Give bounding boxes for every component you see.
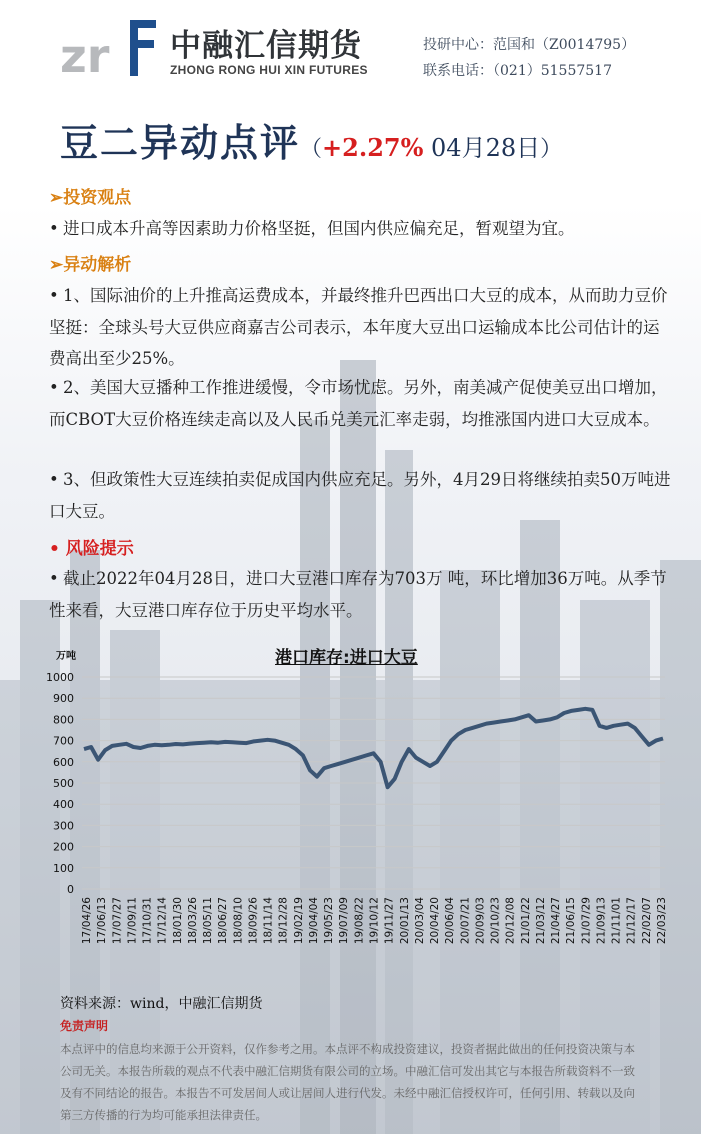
y-tick-label: 600: [53, 755, 74, 769]
analysis-paragraph-1: • 1、国际油价的上升推高运费成本，并最终推升巴西出口大豆的成本，从而助力豆价坚挺：全球头号大豆供应商嘉吉公司表示，本年度大豆出口运输成本比公司估计的运费高出至少25%。: [49, 280, 671, 375]
x-tick-label: 22/03/23: [656, 897, 668, 945]
x-tick-label: 18/12/28: [277, 897, 290, 945]
y-tick-label: 300: [53, 819, 74, 833]
report-header: [0, 0, 701, 105]
x-tick-label: 21/01/22: [519, 897, 532, 945]
bullet-icon: •: [49, 378, 59, 397]
x-tick-label: 21/04/27: [550, 897, 563, 945]
x-tick-label: 20/12/08: [504, 897, 517, 945]
report-title: [60, 112, 562, 167]
analyst-info: 投研中心：范国和（Z0014795）: [423, 37, 636, 53]
y-tick-label: 0: [67, 883, 74, 896]
analysis-paragraph-2: • 2、美国大豆播种工作推进缓慢，令市场忧虑。另外，南美减产促使美豆出口增加，而CBOT大豆价格连续走高以及人民币兑美元汇率走弱，均推涨国内进口大豆成本。: [49, 372, 671, 435]
company-name-cn: 中融汇信期货: [170, 28, 362, 64]
x-tick-label: 20/01/13: [398, 897, 411, 945]
bullet-icon: •: [49, 219, 59, 238]
y-tick-label: 400: [53, 798, 74, 812]
y-tick-label: 700: [53, 734, 74, 748]
title-paren-close: ）: [540, 137, 563, 162]
chart-series: [84, 709, 663, 787]
x-tick-label: 19/04/04: [307, 897, 320, 945]
x-tick-label: 19/07/09: [338, 897, 351, 945]
chart-y-axis: [46, 671, 74, 896]
x-tick-label: 18/05/11: [202, 897, 215, 945]
disclaimer-text: 本点评中的信息均来源于公开资料，仅作参考之用。本点评不构成投资建议，投资者据此做出的任何投资决策与本公司无关。本报告所载的观点不代表中融汇信期货有限公司的立场。中融汇信可发出其它与本报告所载资料不一致及有不同结论的报告。本报告不可发居间人或让居间人进行代发。未经中融汇信授权许可，任何引用、转载以及向第三方传播的行为均可能承担法律责任。: [60, 1042, 635, 1122]
x-tick-label: 19/11/27: [383, 897, 396, 945]
y-tick-label: 100: [53, 861, 74, 875]
inventory-line-chart: [40, 665, 675, 990]
x-tick-label: 17/04/26: [81, 897, 93, 945]
x-tick-label: 18/03/26: [186, 897, 199, 945]
x-tick-label: 19/10/12: [368, 897, 381, 945]
title-paren-open: （: [300, 137, 323, 162]
x-tick-label: 17/07/27: [111, 897, 124, 945]
x-tick-label: 19/02/19: [292, 897, 305, 945]
x-tick-label: 19/05/23: [323, 897, 336, 945]
company-name-en: ZHONG RONG HUI XIN FUTURES: [170, 63, 368, 77]
bullet-icon: •: [49, 539, 66, 559]
x-tick-label: 18/06/27: [217, 897, 230, 945]
data-source: 资料来源：wind，中融汇信期货: [60, 996, 263, 1012]
analysis-paragraph-3: • 3、但政策性大豆连续拍卖促成国内供应充足。另外，4月29日将继续拍卖50万吨进口大豆。: [49, 464, 671, 527]
x-tick-label: 21/11/01: [610, 897, 623, 945]
x-tick-label: 20/09/03: [474, 897, 487, 945]
x-tick-label: 21/03/12: [534, 897, 547, 945]
x-tick-label: 17/12/14: [156, 897, 169, 945]
x-tick-label: 21/06/15: [565, 897, 578, 945]
series-line: [84, 709, 663, 787]
x-tick-label: 17/09/11: [126, 897, 139, 945]
chart-x-axis: [81, 897, 668, 944]
price-change: +2.27%: [322, 133, 424, 162]
x-tick-label: 18/01/30: [171, 897, 184, 945]
section-heading-analysis: ➢异动解析: [49, 255, 132, 275]
disclaimer-heading: 免责声明: [60, 1019, 109, 1033]
bullet-icon: •: [49, 470, 59, 489]
view-paragraph: • 进口成本升高等因素助力价格坚挺，但国内供应偏充足，暂观望为宜。: [49, 213, 671, 245]
y-tick-label: 1000: [46, 671, 74, 684]
company-logo-icon: [60, 14, 160, 76]
bullet-icon: •: [49, 569, 59, 588]
section-heading-risk: • 风险提示: [49, 539, 134, 559]
x-tick-label: 20/06/04: [444, 897, 457, 945]
y-tick-label: 900: [53, 692, 74, 706]
arrow-icon: ➢: [49, 255, 64, 275]
x-tick-label: 18/08/10: [232, 897, 245, 945]
chart-title: 港口库存:进口大豆: [275, 648, 418, 668]
x-tick-label: 21/07/29: [580, 897, 593, 945]
x-tick-label: 21/12/17: [625, 897, 638, 945]
x-tick-label: 20/03/04: [413, 897, 426, 945]
x-tick-label: 22/02/07: [640, 897, 653, 945]
svg-text:zr: zr: [60, 29, 110, 76]
title-main: 豆二异动点评: [60, 120, 301, 165]
contact-phone: 联系电话：（021）51557517: [423, 63, 612, 79]
arrow-icon: ➢: [49, 188, 64, 208]
x-tick-label: 19/08/22: [353, 897, 366, 945]
y-tick-label: 500: [53, 777, 74, 790]
section-heading-view: ➢投资观点: [49, 188, 132, 208]
x-tick-label: 20/07/21: [459, 897, 472, 945]
chart-y-unit: 万吨: [56, 651, 76, 662]
y-tick-label: 800: [53, 713, 74, 727]
report-date: 04月28日: [423, 134, 541, 162]
x-tick-label: 18/11/14: [262, 897, 275, 945]
x-tick-label: 17/10/31: [141, 897, 154, 945]
x-tick-label: 21/09/13: [595, 897, 608, 945]
x-tick-label: 20/04/20: [429, 897, 442, 945]
x-tick-label: 18/09/26: [247, 897, 260, 945]
x-tick-label: 17/06/13: [96, 897, 109, 945]
risk-paragraph: • 截止2022年04月28日，进口大豆港口库存为703万 吨，环比增加36万吨。从季节性来看，大豆港口库存位于历史平均水平。: [49, 563, 671, 626]
y-tick-label: 200: [53, 840, 74, 854]
x-tick-label: 20/10/23: [489, 897, 502, 945]
bullet-icon: •: [49, 286, 59, 305]
